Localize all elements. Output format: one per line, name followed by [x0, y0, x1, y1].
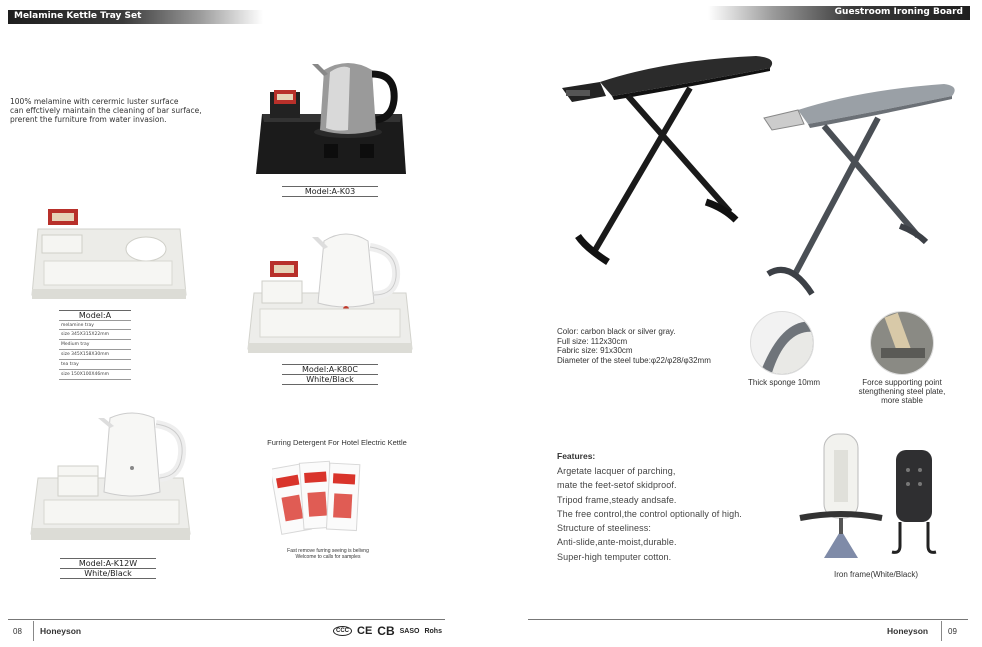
- model-a-label: [59, 310, 131, 320]
- footer-separator: [941, 621, 942, 641]
- model-k80c-label: [282, 364, 378, 385]
- spec-row: Medium tray: [59, 340, 131, 350]
- gray-ironing-board-image: [760, 80, 960, 298]
- footer-separator: [33, 621, 34, 641]
- divider: [282, 196, 378, 197]
- divider: [282, 384, 378, 385]
- furring-note: [258, 548, 398, 560]
- iron-frame-image: [796, 430, 946, 565]
- footer-divider-right: [528, 619, 968, 620]
- caption-line: Force supporting point: [862, 378, 942, 387]
- feature-item: Anti-slide,ante-moist,durable.: [557, 537, 677, 548]
- spec-row: size 345X315X22mm: [59, 330, 131, 340]
- intro-line: can effctively maintain the cleaning of bar surface,: [10, 106, 202, 115]
- product-k03-image: [250, 52, 410, 182]
- sponge-detail-image: [750, 311, 814, 375]
- left-header-title: Melamine Kettle Tray Set: [14, 11, 142, 21]
- furring-title: Furring Detergent For Hotel Electric Kettle: [267, 438, 407, 447]
- model-a-text: Model:A: [78, 311, 112, 320]
- page-number-right: 09: [948, 627, 957, 636]
- cb-mark: CB: [377, 624, 395, 638]
- feature-item: Argetate lacquer of parching,: [557, 466, 676, 476]
- ce-mark: CE: [357, 625, 373, 637]
- rohs-mark: Rohs: [424, 627, 442, 635]
- right-header-title: Guestroom Ironing Board: [834, 7, 963, 17]
- model-k12w-label: [60, 558, 156, 579]
- left-page-header: [8, 10, 263, 24]
- spec-line: Full size: 112x30cm: [557, 336, 628, 346]
- spec-row: size 345X158X30mm: [59, 350, 131, 360]
- divider: [60, 578, 156, 579]
- spec-row: melamine tray: [59, 320, 131, 330]
- product-k80c-image: [246, 225, 414, 355]
- support-detail-image: [870, 311, 934, 375]
- feature-item: Tripod frame,steady andsafe.: [557, 494, 677, 505]
- intro-line: 100% melamine with cerermic luster surface: [10, 97, 179, 106]
- model-k12w-color: White/Black: [84, 569, 132, 578]
- footer-divider-left: [8, 619, 445, 620]
- note-line: Fast remove furring seeing is belivng: [287, 548, 369, 554]
- product-k12w-image: [28, 410, 193, 545]
- furring-detergent-image: [272, 456, 377, 544]
- right-page-header: [708, 6, 970, 20]
- page-number-left: 08: [13, 627, 22, 636]
- feature-item: Super-high temputer cotton.: [557, 551, 672, 562]
- product-a-image: [28, 205, 188, 305]
- note-line: Welcome to calls for samples: [295, 554, 361, 560]
- model-k80c-color: White/Black: [306, 375, 354, 384]
- support-caption: [844, 378, 960, 405]
- sponge-caption: Thick sponge 10mm: [747, 378, 821, 387]
- board-spec-text: [557, 327, 711, 365]
- spec-line: Color: carbon black or silver gray.: [557, 327, 676, 336]
- spec-row: size 150X100X46mm: [59, 370, 131, 380]
- certification-marks: [333, 624, 442, 638]
- spec-line: Diameter of the steel tube:φ22/φ28/φ32mm: [557, 355, 711, 365]
- model-k03-text: Model:A-K03: [304, 187, 356, 196]
- features-list: [557, 464, 742, 564]
- feature-item: mate the feet-setof skidproof.: [557, 480, 677, 491]
- feature-item: The free control,the control optionally of high.: [557, 508, 742, 519]
- model-k12w-text: Model:A-K12W: [78, 559, 138, 568]
- brand-logo-right: Honeyson: [887, 626, 929, 636]
- caption-line: more stable: [881, 396, 923, 405]
- model-a-spec-block: [59, 310, 131, 380]
- spec-row: tea tray: [59, 360, 131, 370]
- model-k80c-text: Model:A-K80C: [302, 365, 358, 374]
- spec-line: Fabric size: 91x30cm: [557, 346, 633, 355]
- saso-mark: SASO: [399, 627, 420, 635]
- brand-logo-left: Honeyson: [40, 626, 82, 636]
- black-ironing-board-image: [556, 52, 778, 272]
- model-k03-label: [282, 186, 378, 197]
- feature-item: Structure of steeliness:: [557, 523, 651, 534]
- intro-line: prerent the furniture from water invasion.: [10, 115, 167, 124]
- features-title: Features:: [557, 451, 596, 461]
- ccc-mark: CCC: [333, 626, 352, 636]
- intro-text: [10, 97, 230, 124]
- iron-frame-caption: Iron frame(White/Black): [833, 570, 919, 579]
- caption-line: stengthening steel plate,: [858, 387, 946, 396]
